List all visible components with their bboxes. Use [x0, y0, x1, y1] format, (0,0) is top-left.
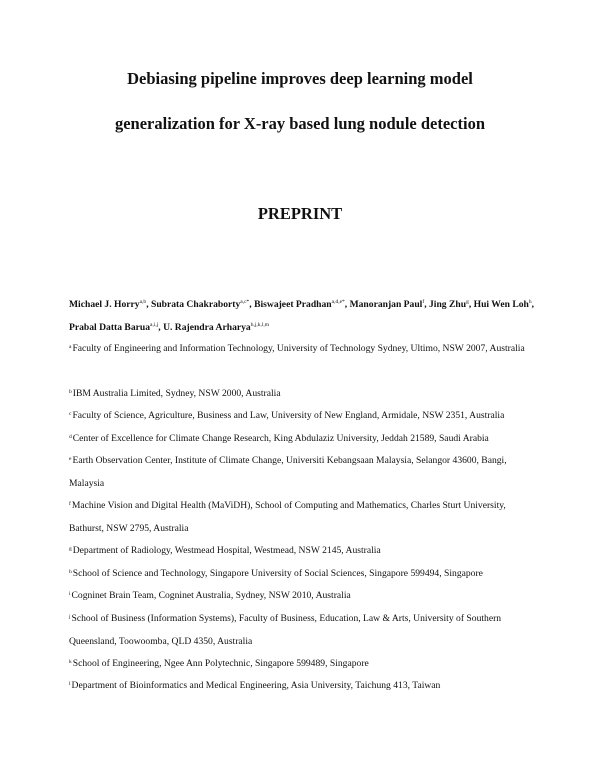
- author-name: Prabal Datta Barua: [69, 321, 151, 333]
- affiliation-j: [69, 608, 539, 653]
- affiliation-mark: f: [69, 501, 71, 507]
- affiliation-mark: e: [69, 456, 72, 462]
- affiliation-b: [69, 383, 539, 406]
- affiliation-mark: i: [69, 591, 71, 597]
- author-affiliation-marks: f: [422, 299, 425, 305]
- author-affiliation-marks: a,b: [139, 299, 147, 305]
- author-separator: ,: [424, 299, 429, 310]
- author: [69, 322, 163, 333]
- affiliation-c: [69, 405, 539, 428]
- affiliation-text: Faculty of Engineering and Information Technology, University of Technology Sydney, Ultimo, NSW 2007, Australia: [72, 343, 525, 354]
- affiliation-text: Machine Vision and Digital Health (MaViDH), School of Computing and Mathematics, Charles Sturt University, Bathurst, NSW 2795, Australia: [69, 500, 506, 534]
- author-separator: ,: [249, 299, 255, 310]
- author-separator: ,: [468, 299, 474, 310]
- author-separator: ,: [531, 299, 535, 310]
- affiliation-mark: g: [69, 546, 72, 552]
- affiliation-text: Center of Excellence for Climate Change Research, King Abdulaziz University, Jeddah 21589, Saudi Arabia: [72, 433, 489, 444]
- author: [474, 299, 534, 310]
- author-name: Manoranjan Paul: [349, 299, 423, 310]
- affiliation-f: [69, 495, 539, 540]
- author: [254, 299, 349, 310]
- paper-title-line-1: Debiasing pipeline improves deep learning model: [127, 69, 473, 88]
- affiliation-text: School of Science and Technology, Singapore University of Social Sciences, Singapore 599494, Singapore: [72, 568, 483, 579]
- paper-title-line-2: generalization for X-ray based lung nodule detection: [114, 114, 486, 133]
- affiliation-h: [69, 563, 539, 586]
- author-name: Jing Zhu: [428, 299, 467, 310]
- author: [163, 322, 269, 333]
- affiliation-mark: h: [69, 569, 72, 575]
- author-separator: ,: [158, 321, 164, 333]
- affiliation-text: Department of Radiology, Westmead Hospital, Westmead, NSW 2145, Australia: [72, 545, 381, 556]
- author-separator: ,: [344, 299, 350, 310]
- affiliation-mark: c: [69, 411, 72, 417]
- author-affiliation-marks: h,j,k,l,m: [250, 321, 270, 328]
- author-name: Michael J. Horry: [69, 299, 140, 310]
- author-affiliation-marks: a,i,j: [150, 321, 159, 328]
- affiliation-text: Department of Bioinformatics and Medical Engineering, Asia University, Taichung 413, Taiwan: [71, 680, 441, 691]
- author-affiliation-marks: a,c*: [240, 299, 250, 305]
- affiliation-mark: l: [69, 681, 71, 687]
- author-affiliation-marks: a,d,e*: [331, 299, 345, 305]
- author: [350, 299, 429, 310]
- affiliation-text: Faculty of Science, Agriculture, Business and Law, University of New England, Armidale, NSW 2351, Australia: [72, 410, 505, 421]
- author-name: U. Rajendra Arharya: [163, 321, 251, 333]
- affiliation-e: [69, 450, 539, 495]
- affiliation-i: [69, 585, 539, 608]
- author-name: Hui Wen Loh: [473, 299, 529, 310]
- preprint-label: PREPRINT: [257, 204, 343, 223]
- author-name: Biswajeet Pradhan: [254, 299, 332, 310]
- affiliation-mark: d: [69, 434, 72, 440]
- author: [69, 299, 151, 310]
- affiliation-text: Earth Observation Center, Institute of Climate Change, Universiti Kebangsaan Malaysia, Selangor 43600, Bangi, Malaysia: [69, 455, 507, 489]
- author-list: [69, 294, 539, 339]
- affiliation-d: [69, 428, 539, 451]
- affiliation-l: [69, 675, 539, 698]
- affiliation-k: [69, 653, 539, 676]
- affiliation-text: School of Business (Information Systems), Faculty of Business, Education, Law & Arts, University of Southern Queensland, Toowoomba, QLD 4350, Australia: [69, 613, 502, 647]
- affiliation-mark: b: [69, 389, 72, 395]
- author: [429, 299, 474, 310]
- affiliation-mark: k: [69, 659, 72, 665]
- author-separator: ,: [146, 299, 151, 310]
- author: [151, 299, 254, 310]
- author-affiliation-marks: h: [528, 299, 532, 305]
- affiliation-g: [69, 540, 539, 563]
- author-affiliation-marks: g: [466, 299, 469, 305]
- author-name: Subrata Chakraborty: [150, 299, 241, 310]
- affiliation-text: School of Engineering, Ngee Ann Polytechnic, Singapore 599489, Singapore: [72, 658, 369, 669]
- affiliation-text: IBM Australia Limited, Sydney, NSW 2000, Australia: [72, 388, 281, 399]
- affiliation-a: [69, 338, 539, 361]
- affiliation-text: Cogninet Brain Team, Cogninet Australia, Sydney, NSW 2010, Australia: [71, 590, 351, 601]
- affiliation-mark: j: [69, 614, 71, 620]
- affiliation-mark: a: [69, 344, 72, 350]
